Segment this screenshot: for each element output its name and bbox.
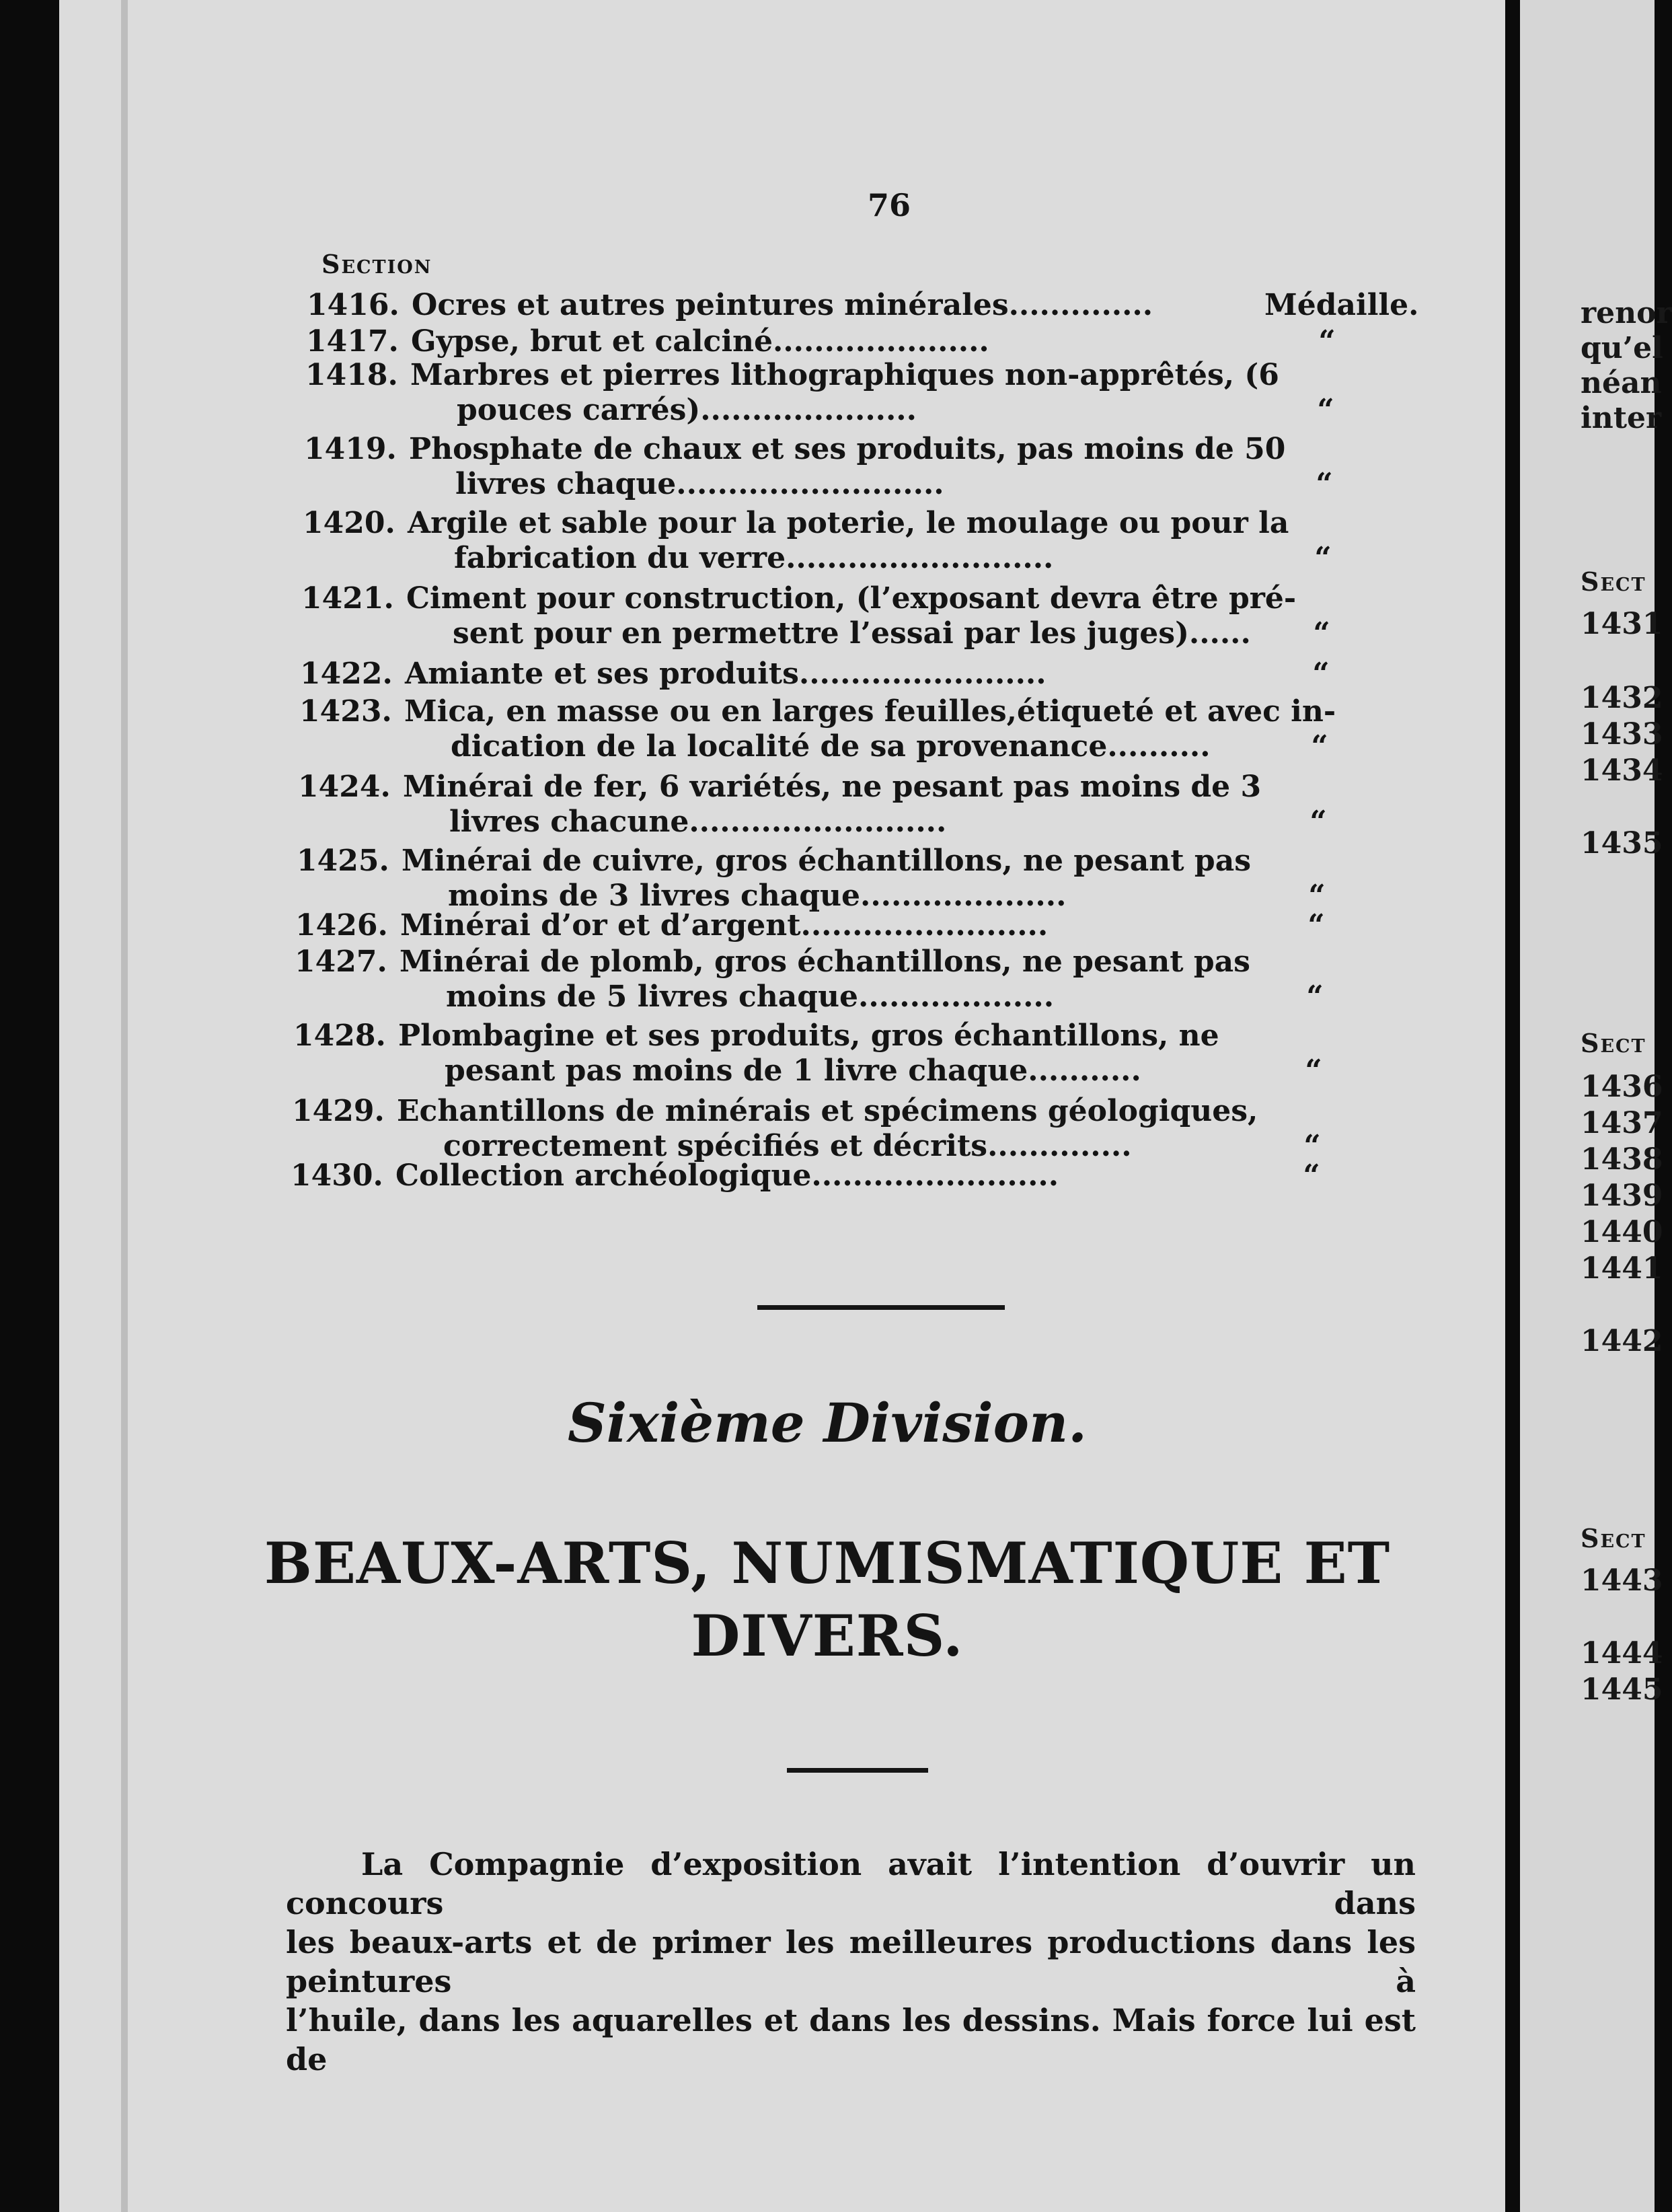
entry-number: 1421. bbox=[301, 581, 394, 616]
entry-text-line: Amiante et ses produits........................ bbox=[405, 657, 1047, 691]
adjacent-page-fragment bbox=[1520, 0, 1672, 2212]
next-page-entry-number: 1431 bbox=[1581, 607, 1663, 641]
entry-text-line: moins de 3 livres chaque.................... bbox=[448, 879, 1067, 913]
award-mark: “ bbox=[1317, 393, 1334, 427]
entry-text-line: moins de 5 livres chaque................... bbox=[446, 980, 1055, 1014]
award-mark: “ bbox=[1313, 616, 1330, 651]
next-page-entry-number: 1443 bbox=[1581, 1563, 1663, 1598]
entry-text-line: Argile et sable pour la poterie, le moulage ou pour la bbox=[408, 506, 1289, 540]
entry-number: 1429. bbox=[292, 1094, 385, 1128]
entry-number: 1419. bbox=[304, 432, 397, 466]
entry-text-line: Mica, en masse ou en larges feuilles,étiqueté et avec in- bbox=[404, 694, 1336, 729]
page-gutter bbox=[1505, 0, 1520, 2212]
next-page-line: inter bbox=[1581, 401, 1662, 435]
next-page-entry-number: 1445 bbox=[1581, 1672, 1663, 1707]
intro-paragraph bbox=[286, 1845, 1416, 2079]
entry-number: 1428. bbox=[293, 1019, 386, 1053]
entry-text-line: Minérai de cuivre, gros échantillons, ne pesant pas bbox=[402, 844, 1251, 878]
entry-text-line: Marbres et pierres lithographiques non-apprêtés, (6 bbox=[410, 358, 1279, 392]
award-mark: “ bbox=[1309, 805, 1327, 839]
next-page-section-heading: Sect bbox=[1581, 1523, 1646, 1553]
paragraph-line: La Compagnie d’exposition avait l’intention d’ouvrir un concours dans bbox=[286, 1846, 1416, 1921]
award-mark: “ bbox=[1308, 879, 1326, 913]
next-page-line: qu’el bbox=[1581, 331, 1663, 365]
entry-text-line: Minérai d’or et d’argent........................ bbox=[400, 908, 1049, 943]
entry-number: 1418. bbox=[305, 358, 398, 392]
entry-text-line: Minérai de fer, 6 variétés, ne pesant pas moins de 3 bbox=[403, 770, 1262, 804]
entry-text-line: Echantillons de minérais et spécimens géologiques, bbox=[397, 1094, 1258, 1128]
main-title bbox=[0, 1527, 1655, 1672]
paragraph-line: les beaux-arts et de primer les meilleures productions dans les peintures à bbox=[286, 1924, 1416, 1999]
next-page-entry-number: 1439 bbox=[1581, 1179, 1663, 1213]
next-page-entry-number: 1434 bbox=[1581, 753, 1663, 788]
entry-number: 1422. bbox=[300, 657, 393, 691]
entry-text-line: fabrication du verre.......................... bbox=[454, 541, 1054, 575]
entry-number: 1427. bbox=[295, 945, 387, 979]
divider-rule bbox=[757, 1305, 1005, 1310]
award-mark: “ bbox=[1311, 729, 1328, 764]
award-mark: “ bbox=[1312, 657, 1330, 691]
award-mark: “ bbox=[1316, 467, 1333, 501]
next-page-entry-number: 1436 bbox=[1581, 1070, 1663, 1104]
next-page-line: néan bbox=[1581, 366, 1662, 400]
entry-number: 1424. bbox=[298, 770, 391, 804]
next-page-entry-number: 1435 bbox=[1581, 826, 1663, 860]
next-page-line: renor bbox=[1581, 296, 1672, 330]
next-page-entry-number: 1437 bbox=[1581, 1106, 1663, 1140]
award-mark: “ bbox=[1307, 908, 1325, 943]
next-page-entry-number: 1433 bbox=[1581, 717, 1663, 751]
page-number: 76 bbox=[868, 187, 911, 223]
next-page-entry-number: 1438 bbox=[1581, 1142, 1663, 1177]
section-heading: Section bbox=[321, 249, 432, 279]
award-mark: “ bbox=[1318, 324, 1336, 359]
entry-number: 1417. bbox=[306, 324, 399, 359]
entry-text-line: Ocres et autres peintures minérales.............. bbox=[412, 288, 1153, 322]
entry-text-line: Gypse, brut et calciné..................... bbox=[411, 324, 989, 359]
main-title-line: DIVERS. bbox=[691, 1602, 964, 1669]
entry-text-line: pouces carrés)..................... bbox=[457, 393, 917, 427]
entry-number: 1420. bbox=[303, 506, 395, 540]
entry-number: 1430. bbox=[291, 1158, 383, 1193]
entry-text-line: livres chaque.......................... bbox=[455, 467, 944, 501]
next-page-entry-number: 1441 bbox=[1581, 1251, 1663, 1286]
entry-number: 1425. bbox=[297, 844, 389, 878]
divider-rule bbox=[787, 1768, 928, 1773]
entry-text-line: Minérai de plomb, gros échantillons, ne pesant pas bbox=[400, 945, 1250, 979]
entry-number: 1426. bbox=[295, 908, 388, 943]
entry-number: 1423. bbox=[299, 694, 392, 729]
page-edge-shadow bbox=[121, 0, 128, 2212]
entry-text-line: Phosphate de chaux et ses produits, pas moins de 50 bbox=[409, 432, 1286, 466]
main-title-line: BEAUX-ARTS, NUMISMATIQUE ET bbox=[264, 1530, 1391, 1596]
award-mark: “ bbox=[1314, 541, 1332, 575]
award-mark: “ bbox=[1303, 1158, 1320, 1193]
entry-text-line: Ciment pour construction, (l’exposant devra être pré- bbox=[406, 581, 1297, 616]
next-page-section-heading: Sect bbox=[1581, 566, 1646, 597]
entry-number: 1416. bbox=[307, 288, 400, 322]
entry-text-line: Collection archéologique........................ bbox=[395, 1158, 1059, 1193]
entry-text-line: pesant pas moins de 1 livre chaque........... bbox=[445, 1054, 1141, 1088]
next-page-entry-number: 1432 bbox=[1581, 681, 1663, 715]
entry-text-line: dication de la localité de sa provenance.......... bbox=[451, 729, 1211, 764]
award-mark: “ bbox=[1305, 1054, 1322, 1088]
next-page-entry-number: 1444 bbox=[1581, 1636, 1663, 1670]
entry-text-line: Plombagine et ses produits, gros échantillons, ne bbox=[398, 1019, 1219, 1053]
next-page-entry-number: 1440 bbox=[1581, 1215, 1663, 1249]
entry-text-line: sent pour en permettre l’essai par les juges)...... bbox=[453, 616, 1251, 651]
entry-text-line: livres chacune......................... bbox=[449, 805, 947, 839]
next-page-section-heading: Sect bbox=[1581, 1028, 1646, 1058]
entry-text-line: correctement spécifiés et décrits.............. bbox=[443, 1129, 1132, 1163]
paragraph-line: l’huile, dans les aquarelles et dans les dessins. Mais force lui est de bbox=[286, 2002, 1416, 2077]
division-title: Sixième Division. bbox=[568, 1391, 1087, 1454]
award-mark: “ bbox=[1303, 1129, 1321, 1163]
award-mark: Médaille. bbox=[1264, 288, 1419, 322]
next-page-entry-number: 1442 bbox=[1581, 1324, 1663, 1358]
award-mark: “ bbox=[1306, 980, 1324, 1014]
